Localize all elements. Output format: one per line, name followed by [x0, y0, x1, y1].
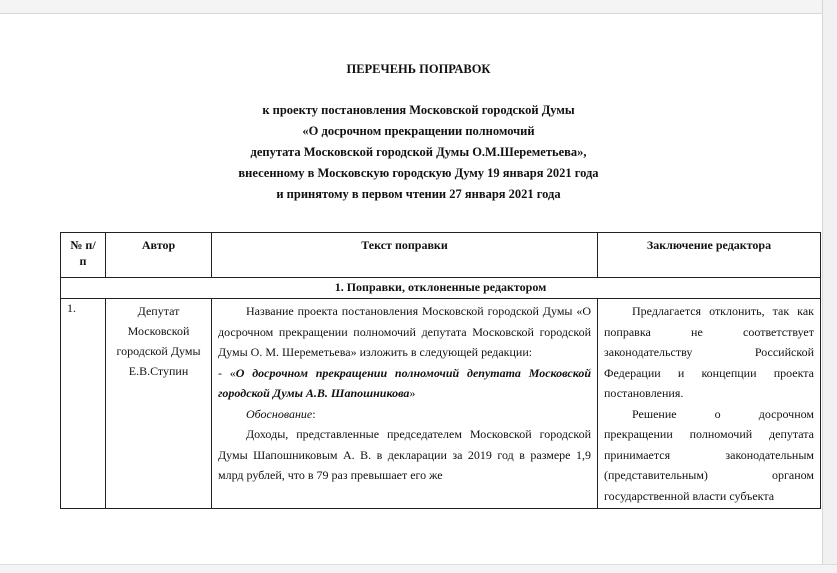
table-header-row: [61, 233, 821, 278]
viewer-bottom-bar: [0, 564, 837, 573]
header-author: Автор: [106, 233, 212, 278]
row-amendment-text: [212, 299, 598, 509]
amendments-table: [60, 232, 821, 509]
basis-colon: :: [312, 406, 316, 421]
section-row: [61, 278, 821, 299]
header-num: № п/п: [61, 233, 106, 278]
viewer-scrollbar[interactable]: [822, 0, 837, 573]
viewer-top-bar: [0, 0, 837, 14]
subtitle-line: внесенному в Московскую городскую Думу 19 января 2021 года: [238, 166, 599, 180]
row-author: [106, 299, 212, 509]
conclusion-paragraph: Решение о досрочном прекращении полномочий депутата принимается законодательным (представительным) органом государственной власти субъекта: [604, 406, 814, 503]
subtitle-line: и принятому в первом чтении 27 января 2021 года: [276, 187, 561, 201]
amendment-basis: Доходы, представленные председателем Московской городской Думы Шапошниковым А. В. в декларации за 2019 год в размере 1,9 млрд рублей, что в 79 раз превышает его же: [218, 427, 591, 482]
basis-label: Обоснование: [246, 406, 313, 421]
amendment-dash: - «: [218, 365, 236, 380]
amendment-intro: Название проекта постановления Московской городской Думы «О досрочном прекращении полномочий депутата Московской городской Думы О. М. Шереметьева» изложить в следующей редакции:: [218, 304, 591, 359]
header-conclusion: Заключение редактора: [598, 233, 821, 278]
row-conclusion: [598, 299, 821, 509]
subtitle-line: к проекту постановления Московской городской Думы: [262, 103, 575, 117]
section-title: 1. Поправки, отклоненные редактором: [61, 278, 821, 299]
author-line: городской Думы: [116, 344, 201, 358]
document-title: ПЕРЕЧЕНЬ ПОПРАВОК: [346, 62, 491, 76]
amendment-basis-heading: [218, 404, 591, 425]
header-text: Текст поправки: [212, 233, 598, 278]
amendment-close-quote: »: [409, 386, 416, 400]
table-row: [61, 299, 821, 509]
row-number: 1.: [61, 299, 106, 509]
author-line: Московской: [127, 324, 190, 338]
subtitle-line: «О досрочном прекращении полномочий: [302, 124, 535, 138]
conclusion-paragraph: Предлагается отклонить, так как поправка не соответствует законодательству Российской Федерации и концепции проекта постановления.: [604, 304, 814, 400]
amendment-title: О досрочном прекращении полномочий депутата Московской городской Думы А.В. Шапошникова: [218, 365, 591, 400]
amendment-new-wording: [218, 363, 591, 404]
author-line: Депутат: [137, 304, 180, 318]
document-subtitle: [0, 100, 837, 205]
subtitle-line: депутата Московской городской Думы О.М.Шереметьева»,: [250, 145, 587, 159]
author-line: Е.В.Ступин: [128, 364, 189, 378]
